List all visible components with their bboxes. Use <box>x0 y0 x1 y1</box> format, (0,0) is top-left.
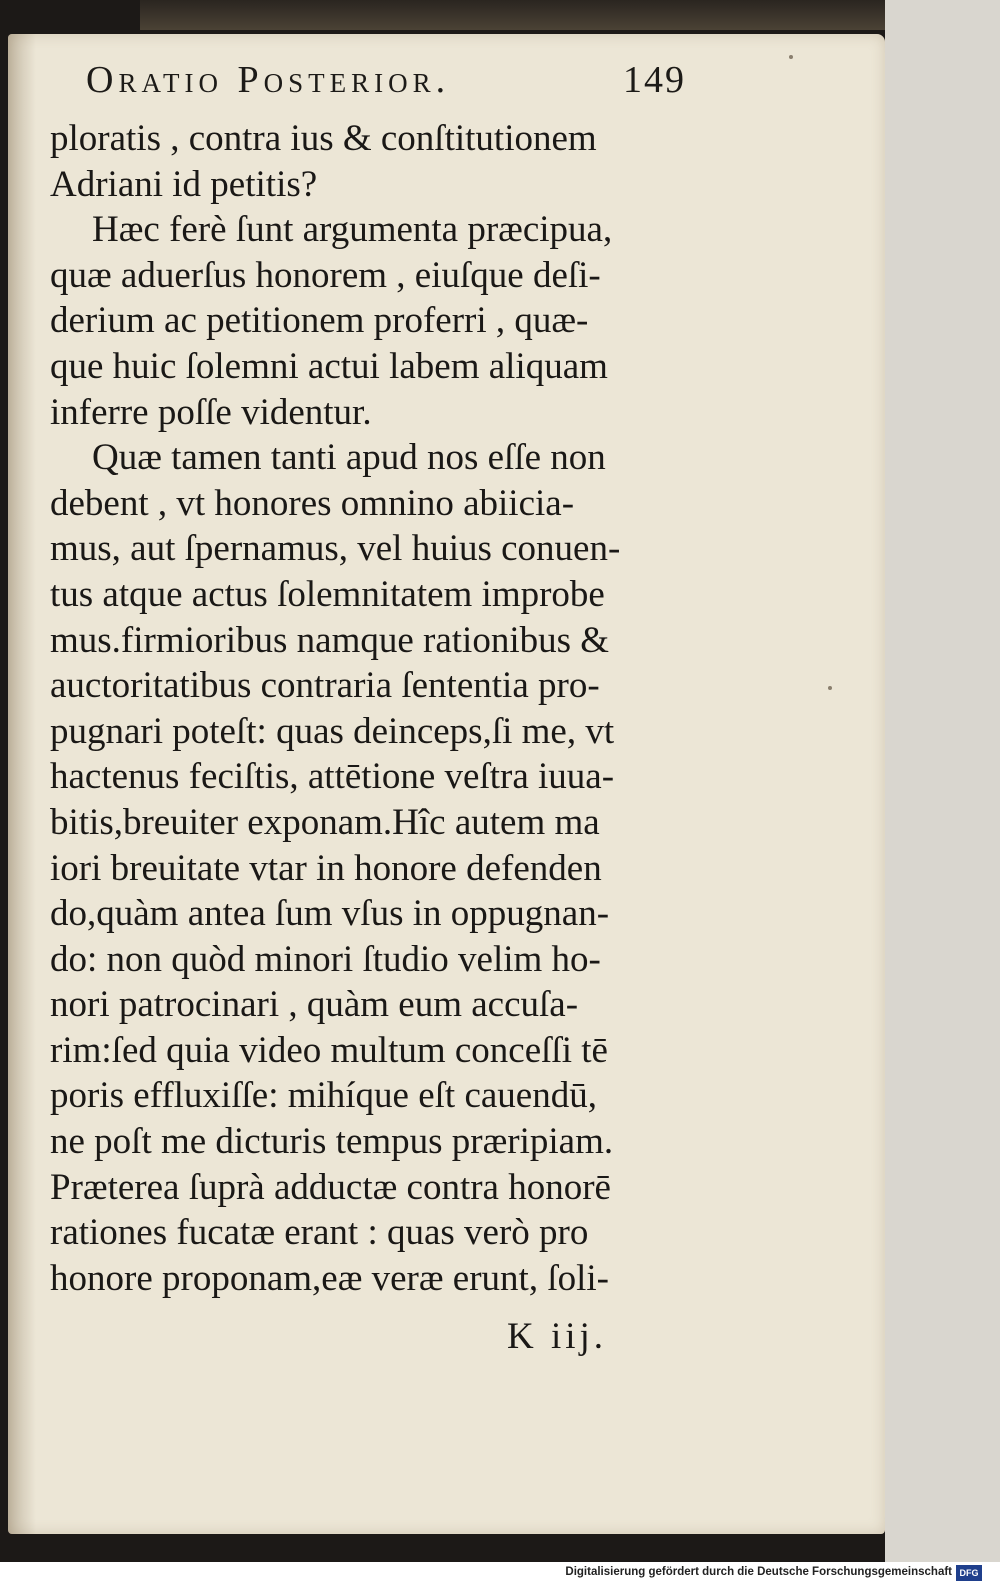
page-number: 149 <box>623 59 686 101</box>
text-line: honore proponam,eæ veræ erunt, ſoli- <box>50 1257 609 1299</box>
book-top-edge <box>140 0 970 30</box>
text-line: Præterea ſuprà adductæ contra honorē <box>50 1166 611 1208</box>
dfg-logo: DFG <box>956 1565 982 1581</box>
paper-speck <box>789 55 793 59</box>
gutter-shadow <box>8 34 36 1534</box>
text-line: derium ac petitionem proferri , quæ- <box>50 300 589 342</box>
text-line: Quæ tamen tanti apud nos eſſe non <box>92 437 606 479</box>
text-line: auctoritatibus contraria ſententia pro- <box>50 665 600 707</box>
text-line: do,quàm antea ſum vſus in oppugnan- <box>50 893 610 935</box>
text-line: do: non quòd minori ſtudio velim ho- <box>50 938 601 980</box>
text-line: Hæc ferè ſunt argumenta præcipua, <box>92 209 613 251</box>
text-line: bitis,breuiter exponam.Hîc autem ma <box>50 801 600 843</box>
text-line: poris effluxiſſe: mihíque eſt cauendū, <box>50 1075 597 1117</box>
text-line: que huic ſolemni actui labem aliquam <box>50 345 608 387</box>
text-line: mus, aut ſpernamus, vel huius conuen- <box>50 528 621 570</box>
text-line: ploratis , contra ius & conſtitutionem <box>50 118 597 159</box>
scan-margin-strip <box>885 0 1000 1562</box>
digitization-footer <box>0 1562 1000 1586</box>
text-line: pugnari poteſt: quas deinceps,ſi me, vt <box>50 710 615 752</box>
text-line: rationes fucatæ erant : quas verò pro <box>50 1212 589 1254</box>
text-line: iori breuitate vtar in honore defenden <box>50 847 602 889</box>
text-line: ne poſt me dicturis tempus præripiam. <box>50 1121 614 1163</box>
text-line: hactenus feciſtis, attētione veſtra iuua- <box>50 756 615 798</box>
text-line: debent , vt honores omnino abiicia- <box>50 482 575 524</box>
paper-speck <box>828 686 832 690</box>
text-line: inferre poſſe videntur. <box>50 391 372 433</box>
running-head: Oratio Posterior. <box>86 59 451 101</box>
credit-text: Digitalisierung gefördert durch die Deutsche Forschungsgemeinschaft <box>565 1566 952 1578</box>
text-line: Adriani id petitis? <box>50 163 318 205</box>
text-line: tus atque actus ſolemnitatem improbe <box>50 573 605 615</box>
body-text <box>50 116 690 1301</box>
text-line: rim:ſed quia video multum conceſſi tē <box>50 1029 608 1071</box>
page-header <box>86 58 686 110</box>
text-line: quæ aduerſus honorem , eiuſque deſi- <box>50 254 601 296</box>
signature-mark: K iij. <box>507 1316 608 1357</box>
text-line: nori patrocinari , quàm eum accuſa- <box>50 984 579 1026</box>
text-line: mus.firmioribus namque rationibus & <box>50 619 610 661</box>
